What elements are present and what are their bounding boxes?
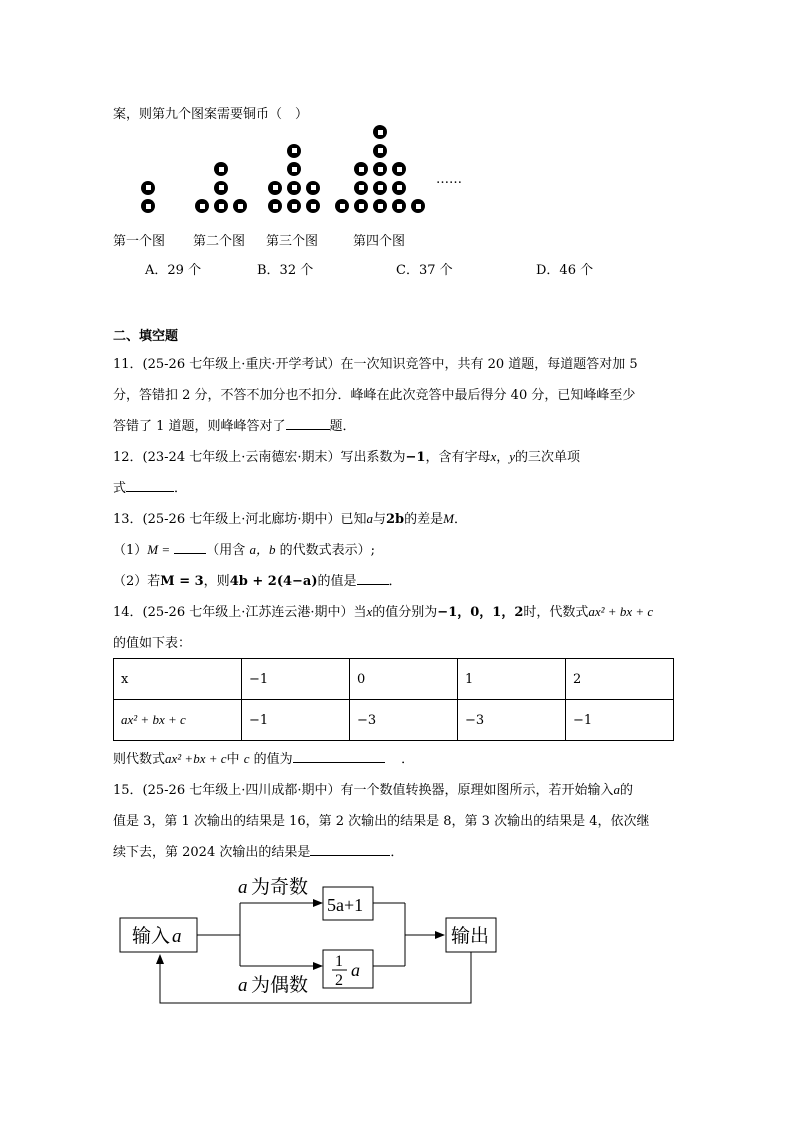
odd-var: a <box>238 877 248 898</box>
q13-sub2-text-a: （2）若 <box>113 574 161 589</box>
feedback-arrow <box>160 952 471 1003</box>
q13-sub1-text-c: 的代数式表示）; <box>279 543 375 558</box>
q11-line2: 分，答错扣 2 分，不答不加分也不扣分．峰峰在此次竞答中最后得分 40 分，已知峰峰至少 <box>113 388 636 403</box>
q13-sub2-text-c: 的值是 <box>317 574 357 589</box>
q15-text-b: 的 <box>620 783 634 798</box>
figure-label-4: 第四个图 <box>353 234 406 249</box>
table-cell: −1 <box>242 659 350 700</box>
q12-text-e: ． <box>174 481 188 496</box>
input-var: a <box>172 926 182 947</box>
odd-formula: 5a+1 <box>327 895 364 915</box>
even-var-box: a <box>351 960 360 980</box>
q13-sub1-M: M = <box>147 542 171 557</box>
q12-var-y: y <box>509 449 516 464</box>
table-cell: −3 <box>458 700 566 741</box>
q13-var-M: M <box>443 511 455 526</box>
even-numerator: 1 <box>335 953 343 970</box>
ellipsis: …… <box>436 172 462 187</box>
q13-sub1-text-b: （用含 <box>206 543 246 558</box>
table-cell: 2 <box>566 659 674 700</box>
q14-text-a: 14．(25-26 七年级上·江苏连云港·期中）当 <box>113 605 367 620</box>
q14-after-d: 的值为 <box>253 752 293 767</box>
table-cell: −1 <box>566 700 674 741</box>
q13-2b: 2b <box>386 512 405 527</box>
q14-after-c: c <box>243 751 250 766</box>
q14-var-x: x <box>366 604 373 619</box>
table-cell: −3 <box>350 700 458 741</box>
q12-comma: ， <box>496 450 510 465</box>
q13-sub2-M: M = 3 <box>160 574 204 589</box>
q13-text-end: ． <box>454 512 468 527</box>
q14-after-expr: ax² +bx + c <box>165 751 227 766</box>
q15-line2: 值是 3，第 1 次输出的结果是 16，第 2 次输出的结果是 8，第 3 次输出的结果是 4，依次继 <box>113 814 650 829</box>
q12-coef: −1 <box>405 450 426 465</box>
figure-label-2: 第二个图 <box>193 234 246 249</box>
q13-sub1-vars: a，b <box>249 542 276 557</box>
q14-after-e: ． <box>401 752 415 767</box>
table-cell: ax² + bx + c <box>114 700 242 741</box>
input-label: 输入 <box>132 926 171 947</box>
q14-text-c: 时，代数式 <box>523 605 589 620</box>
figure-label-1: 第一个图 <box>113 234 166 249</box>
q13-sub2-text-b: ，则 <box>203 574 230 589</box>
option-a[interactable]: A．29 个 <box>145 263 202 278</box>
q12-text-b: ，含有字母 <box>425 450 491 465</box>
q12-text-a: 12．(23-24 七年级上·云南德宏·期末）写出系数为 <box>113 450 406 465</box>
q12-text-c: 的三次单项 <box>515 450 581 465</box>
q13-sub2-text-d: ． <box>388 574 402 589</box>
q12-var-x: x <box>490 449 497 464</box>
option-c[interactable]: C．37 个 <box>396 263 453 278</box>
q15-text-a: 15．(25-26 七年级上·四川成都·期中）有一个数值转换器，原理如图所示，若开始输入 <box>113 783 614 798</box>
q11-line1: 11．(25-26 七年级上·重庆·开学考试）在一次知识竞答中，共有 20 道题，每道题答对加 5 <box>113 357 638 372</box>
q15-var-a: a <box>613 782 620 797</box>
output-label: 输出 <box>451 926 490 947</box>
q13-text-mid: 与 <box>373 512 387 527</box>
q13-var-a: a <box>366 511 373 526</box>
odd-label: 为奇数 <box>251 877 309 898</box>
q14-expr: ax² + bx + c <box>588 604 654 619</box>
q13-sub2-expr: 4b + 2(4−a) <box>229 574 318 589</box>
q15-text-c: 续下去，第 2024 次输出的结果是 <box>113 845 311 860</box>
even-var: a <box>238 975 248 996</box>
option-d[interactable]: D．46 个 <box>536 263 594 278</box>
q11-line3-b: 题． <box>329 419 356 434</box>
table-cell: 0 <box>350 659 458 700</box>
table-cell: 1 <box>458 659 566 700</box>
even-denominator: 2 <box>335 972 343 989</box>
q14-after-a: 则代数式 <box>113 752 166 767</box>
option-b[interactable]: B．32 个 <box>257 263 314 278</box>
q15-text-d: ． <box>390 845 404 860</box>
q10-stem-tail: 案，则第九个图案需要铜币（ ） <box>113 107 309 122</box>
figure-label-3: 第三个图 <box>266 234 319 249</box>
even-label: 为偶数 <box>251 975 309 996</box>
q14-after-b: 中 <box>226 752 240 767</box>
even-box <box>323 950 373 988</box>
q14-line2: 的值如下表： <box>113 636 192 651</box>
q14-vals: −1，0，1，2 <box>437 605 524 620</box>
q12-text-d: 式 <box>113 481 127 496</box>
q13-sub1-num: （1） <box>113 543 148 558</box>
q14-text-b: 的值分别为 <box>372 605 438 620</box>
section-heading: 二、填空题 <box>113 329 179 344</box>
q13-text-a: 13．(25-26 七年级上·河北廊坊·期中）已知 <box>113 512 367 527</box>
q13-text-mid2: 的差是 <box>404 512 444 527</box>
table-cell: x <box>114 659 242 700</box>
q11-line3-a: 答错了 1 道题，则峰峰答对了 <box>113 419 286 434</box>
table-cell: −1 <box>242 700 350 741</box>
